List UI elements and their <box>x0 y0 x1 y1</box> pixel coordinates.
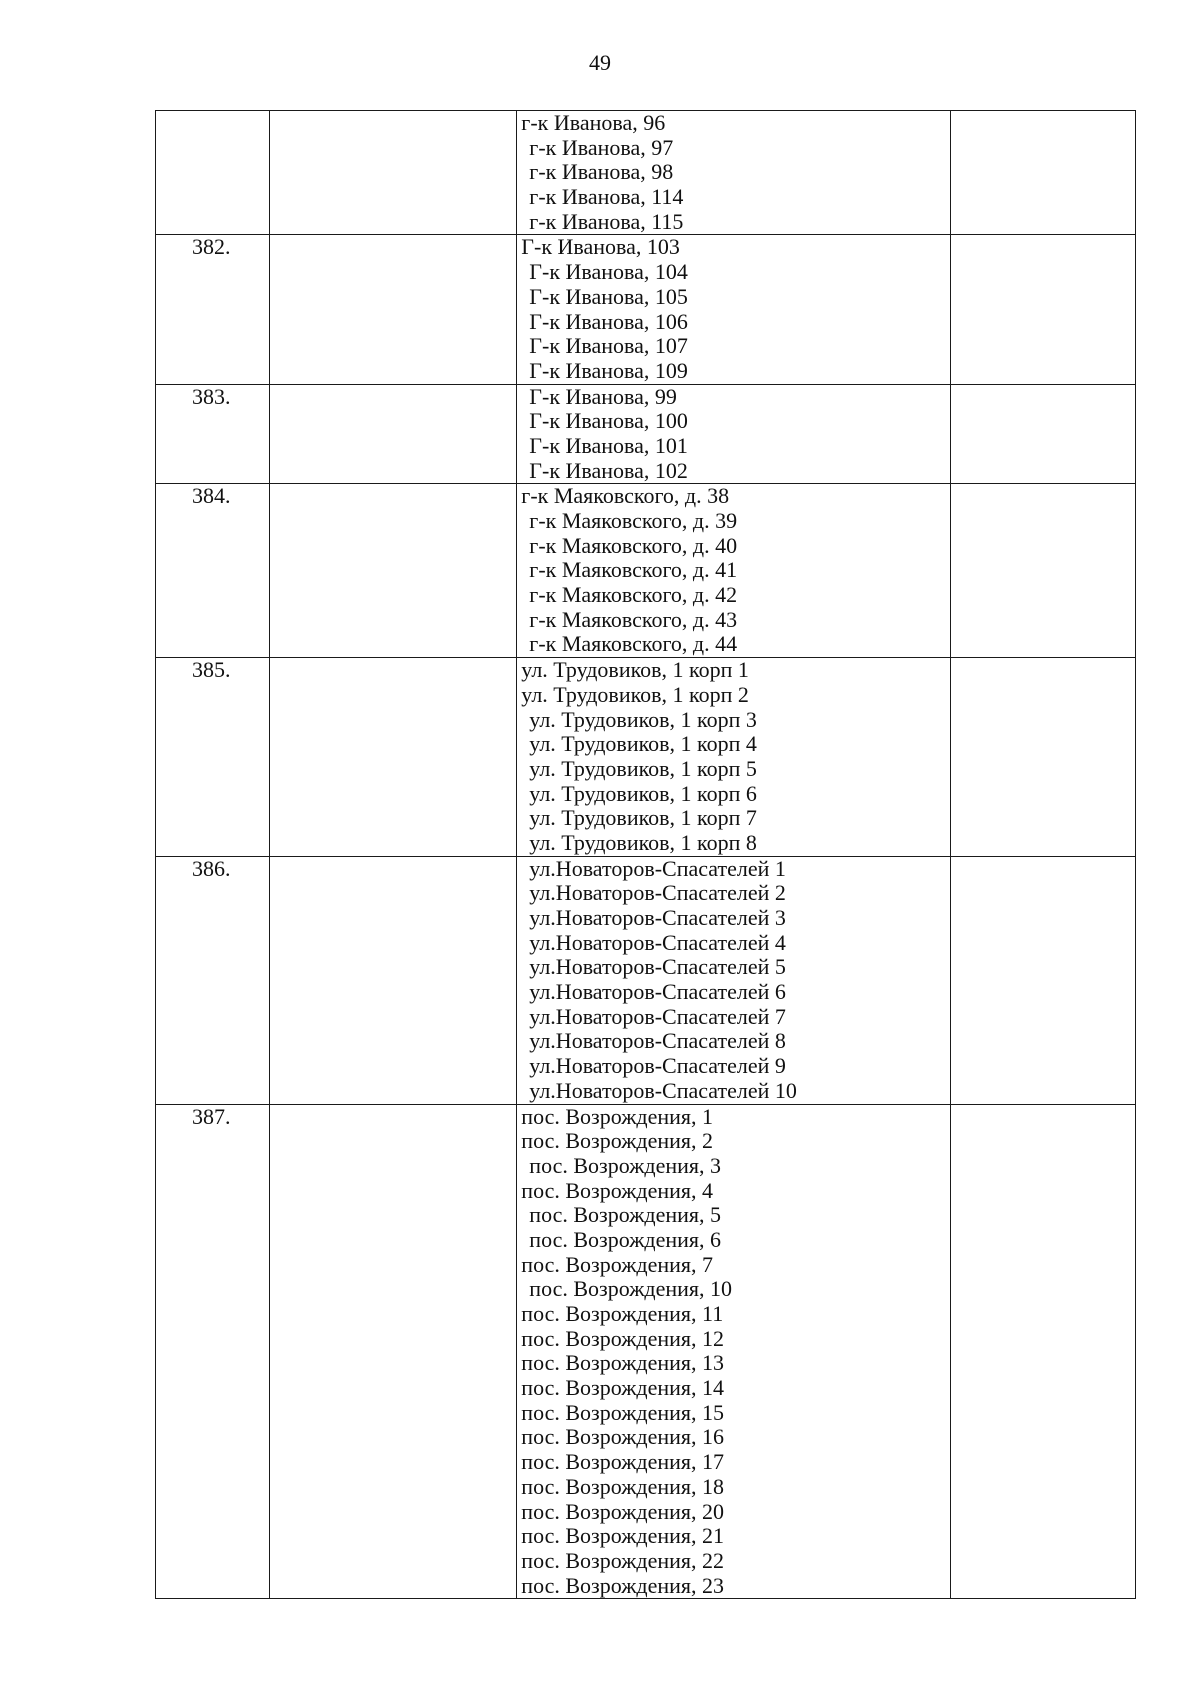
address-line: Г-к Иванова, 105 <box>529 283 688 309</box>
address-line: г-к Иванова, 114 <box>529 184 684 210</box>
address-line: пос. Возрождения, 12 <box>521 1325 725 1351</box>
address-line: пос. Возрождения, 1 <box>521 1103 714 1129</box>
address-line: г-к Маяковского, д. 44 <box>529 631 738 657</box>
address-line: ул.Новаторов-Спасателей 6 <box>529 979 786 1005</box>
address-line: г-к Маяковского, д. 40 <box>529 532 738 558</box>
address-line: пос. Возрождения, 4 <box>521 1177 714 1203</box>
address-list <box>517 857 951 1104</box>
address-line: ул.Новаторов-Спасателей 5 <box>529 954 786 980</box>
address-line: ул. Трудовиков, 1 корп 8 <box>529 829 757 855</box>
address-line: пос. Возрождения, 23 <box>521 1572 725 1598</box>
address-line: пос. Возрождения, 22 <box>521 1547 725 1573</box>
table-row <box>156 856 1135 1104</box>
address-line: пос. Возрождения, 5 <box>529 1202 722 1228</box>
address-line: пос. Возрождения, 11 <box>521 1301 724 1326</box>
address-table <box>155 110 1136 1599</box>
address-line: г-к Маяковского, д. 39 <box>529 508 738 533</box>
address-line: ул.Новаторов-Спасателей 3 <box>529 905 786 930</box>
address-list <box>517 484 951 657</box>
address-line: г-к Иванова, 115 <box>529 208 684 234</box>
address-line: г-к Маяковского, д. 43 <box>529 606 738 632</box>
address-line: Г-к Иванова, 102 <box>529 457 688 483</box>
address-line: пос. Возрождения, 2 <box>521 1128 714 1154</box>
row-number: 382. <box>156 235 270 383</box>
table-row <box>156 657 1135 856</box>
address-line: ул.Новаторов-Спасателей 4 <box>529 929 786 955</box>
address-line: ул. Трудовиков, 1 корп 5 <box>529 755 757 781</box>
address-list <box>517 1105 951 1599</box>
address-line: пос. Возрождения, 17 <box>521 1449 725 1475</box>
organization-cell <box>270 1105 517 1599</box>
table-row <box>156 1104 1135 1599</box>
organization-cell <box>270 484 517 657</box>
address-line: пос. Возрождения, 14 <box>521 1375 725 1401</box>
row-number: 386. <box>156 857 270 1104</box>
address-line: г-к Иванова, 97 <box>529 134 674 160</box>
address-line: ул.Новаторов-Спасателей 9 <box>529 1053 786 1079</box>
address-line: г-к Маяковского, д. 41 <box>529 557 738 583</box>
address-line: пос. Возрождения, 18 <box>521 1473 725 1499</box>
organization-cell <box>270 658 517 856</box>
address-line: пос. Возрождения, 13 <box>521 1350 725 1376</box>
organization-cell <box>270 385 517 484</box>
table-row <box>156 483 1135 657</box>
organization-cell <box>270 235 517 383</box>
address-line: пос. Возрождения, 15 <box>521 1399 725 1425</box>
address-line: ул. Трудовиков, 1 корп 4 <box>529 731 757 757</box>
address-line: Г-к Иванова, 106 <box>529 308 688 334</box>
address-line: ул. Трудовиков, 1 корп 3 <box>529 706 757 732</box>
address-line: пос. Возрождения, 6 <box>529 1226 722 1252</box>
organization-cell <box>270 111 517 234</box>
address-line: Г-к Иванова, 99 <box>529 383 677 409</box>
address-list <box>517 658 951 856</box>
organization-cell <box>270 857 517 1104</box>
row-number: 387. <box>156 1105 270 1599</box>
address-line: ул. Трудовиков, 1 корп 2 <box>521 681 749 707</box>
address-line: пос. Возрождения, 3 <box>529 1152 722 1178</box>
row-number <box>156 111 270 234</box>
address-line: Г-к Иванова, 100 <box>529 408 688 434</box>
address-line: ул. Трудовиков, 1 корп 6 <box>529 780 757 806</box>
address-line: г-к Иванова, 98 <box>529 159 674 185</box>
address-line: ул.Новаторов-Спасателей 8 <box>529 1028 786 1054</box>
address-line: г-к Иванова, 96 <box>521 110 666 135</box>
note-cell <box>951 484 1135 657</box>
address-line: пос. Возрождения, 16 <box>521 1424 725 1450</box>
address-line: пос. Возрождения, 10 <box>529 1276 733 1302</box>
row-number: 383. <box>156 385 270 484</box>
address-line: Г-к Иванова, 104 <box>529 259 688 285</box>
table-row <box>156 384 1135 484</box>
address-line: ул.Новаторов-Спасателей 2 <box>529 880 786 906</box>
note-cell <box>951 658 1135 856</box>
address-list <box>517 235 951 383</box>
address-line: г-к Маяковского, д. 38 <box>521 483 730 509</box>
note-cell <box>951 857 1135 1104</box>
address-list <box>517 385 951 484</box>
address-line: ул.Новаторов-Спасателей 1 <box>529 855 786 881</box>
row-number: 385. <box>156 658 270 856</box>
address-line: Г-к Иванова, 107 <box>529 333 688 359</box>
row-number: 384. <box>156 484 270 657</box>
note-cell <box>951 235 1135 383</box>
table-row <box>156 111 1135 234</box>
address-line: ул.Новаторов-Спасателей 7 <box>529 1003 786 1029</box>
address-line: пос. Возрождения, 20 <box>521 1498 725 1524</box>
address-line: г-к Маяковского, д. 42 <box>529 582 738 608</box>
note-cell <box>951 111 1135 234</box>
address-line: ул. Трудовиков, 1 корп 1 <box>521 657 749 683</box>
address-line: Г-к Иванова, 109 <box>529 357 688 383</box>
address-line: Г-к Иванова, 101 <box>529 432 688 458</box>
note-cell <box>951 1105 1135 1599</box>
page-number: 49 <box>589 50 611 75</box>
address-line: пос. Возрождения, 21 <box>521 1523 725 1549</box>
address-line: ул.Новаторов-Спасателей 10 <box>529 1077 797 1103</box>
table-row <box>156 234 1135 383</box>
address-line: пос. Возрождения, 7 <box>521 1251 714 1277</box>
address-line: ул. Трудовиков, 1 корп 7 <box>529 805 757 831</box>
address-line: Г-к Иванова, 103 <box>521 234 680 260</box>
address-list <box>517 111 951 234</box>
note-cell <box>951 385 1135 484</box>
